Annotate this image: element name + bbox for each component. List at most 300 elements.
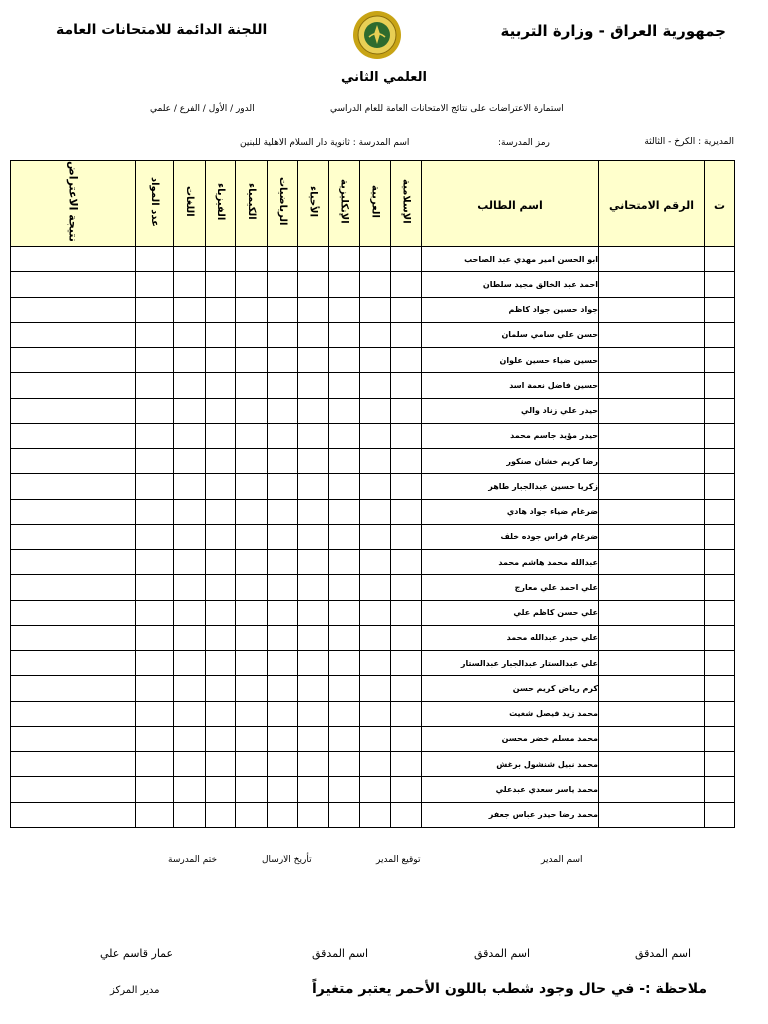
seq-cell [705,726,735,751]
math-cell [268,398,298,423]
col-languages: اللغات [174,161,206,247]
biology-cell [298,423,329,448]
arabic-cell [360,474,391,499]
student-name-cell: محمد زيد فيصل شغيت [422,701,599,726]
languages-cell [174,726,206,751]
student-name-cell: رضا كريم خشان صنكور [422,449,599,474]
exam-number-cell [599,423,705,448]
seq-cell [705,625,735,650]
arabic-cell [360,600,391,625]
exam-number-cell [599,373,705,398]
student-name-cell: ابو الحسن امير مهدي عبد الصاحب [422,247,599,272]
result-cell [11,575,136,600]
islamic-cell [391,625,422,650]
islamic-cell [391,272,422,297]
exam-number-cell [599,600,705,625]
english-cell [329,474,360,499]
seq-cell [705,322,735,347]
student-name-cell: علي احمد علي معارج [422,575,599,600]
arabic-cell [360,524,391,549]
seq-cell [705,752,735,777]
languages-cell [174,398,206,423]
student-name-cell: ضرغام ضياء جواد هادي [422,499,599,524]
math-cell [268,322,298,347]
table-row [11,600,735,625]
languages-cell [174,550,206,575]
chemistry-cell [236,449,268,474]
physics-cell [206,348,236,373]
languages-cell [174,348,206,373]
col-biology: الأحياء [298,161,329,247]
biology-cell [298,625,329,650]
table-row [11,449,735,474]
exam-number-cell [599,348,705,373]
english-cell [329,524,360,549]
arabic-cell [360,398,391,423]
languages-cell [174,752,206,777]
table-row [11,297,735,322]
table-row [11,247,735,272]
physics-cell [206,423,236,448]
student-name-cell: حسن علي سامي سلمان [422,322,599,347]
chemistry-cell [236,550,268,575]
school-name-label: اسم المدرسة : ثانوية دار السلام الاهلية للبنين [240,138,410,148]
col-exam-number: الرقم الامتحاني [599,161,705,247]
seq-cell [705,398,735,423]
result-cell [11,701,136,726]
seq-cell [705,802,735,828]
chemistry-cell [236,625,268,650]
exam-number-cell [599,651,705,676]
math-cell [268,449,298,474]
chemistry-cell [236,676,268,701]
subject-count-cell [136,625,174,650]
result-cell [11,499,136,524]
arabic-cell [360,550,391,575]
objections-table [10,160,735,828]
exam-round: الدور / الأول / الفرع / علمي [150,104,255,114]
islamic-cell [391,676,422,701]
exam-number-cell [599,398,705,423]
center-manager-title: مدير المركز [110,985,160,996]
student-name-cell: علي حسن كاظم علي [422,600,599,625]
seq-cell [705,651,735,676]
exam-number-cell [599,701,705,726]
exam-number-cell [599,499,705,524]
arabic-cell [360,676,391,701]
math-cell [268,726,298,751]
ministry-title: جمهورية العراق - وزارة التربية [500,22,726,40]
exam-number-cell [599,575,705,600]
chemistry-cell [236,499,268,524]
english-cell [329,297,360,322]
math-cell [268,474,298,499]
table-header-row [11,161,735,247]
physics-cell [206,802,236,828]
result-cell [11,550,136,575]
biology-cell [298,272,329,297]
table-row [11,524,735,549]
languages-cell [174,575,206,600]
exam-number-cell [599,676,705,701]
chemistry-cell [236,651,268,676]
result-cell [11,322,136,347]
student-name-cell: احمد عبد الخالق مجيد سلطان [422,272,599,297]
biology-cell [298,651,329,676]
exam-number-cell [599,297,705,322]
arabic-cell [360,373,391,398]
math-cell [268,499,298,524]
english-cell [329,600,360,625]
arabic-cell [360,625,391,650]
languages-cell [174,297,206,322]
subject-count-cell [136,423,174,448]
chemistry-cell [236,524,268,549]
chemistry-cell [236,272,268,297]
math-cell [268,423,298,448]
languages-cell [174,272,206,297]
table-row [11,398,735,423]
biology-cell [298,701,329,726]
arabic-cell [360,752,391,777]
islamic-cell [391,575,422,600]
exam-number-cell [599,524,705,549]
exam-number-cell [599,550,705,575]
subject-count-cell [136,272,174,297]
english-cell [329,398,360,423]
subject-count-cell [136,474,174,499]
result-cell [11,272,136,297]
auditor-2-label: اسم المدقق [474,947,531,960]
center-manager-name: عمار قاسم علي [100,947,174,960]
physics-cell [206,550,236,575]
biology-cell [298,449,329,474]
english-cell [329,777,360,802]
chemistry-cell [236,600,268,625]
seq-cell [705,701,735,726]
col-arabic: العربية [360,161,391,247]
english-cell [329,651,360,676]
table-row [11,726,735,751]
math-cell [268,777,298,802]
languages-cell [174,802,206,828]
exam-number-cell [599,272,705,297]
physics-cell [206,247,236,272]
arabic-cell [360,726,391,751]
physics-cell [206,449,236,474]
english-cell [329,449,360,474]
math-cell [268,600,298,625]
biology-cell [298,676,329,701]
languages-cell [174,423,206,448]
english-cell [329,499,360,524]
table-row [11,625,735,650]
math-cell [268,247,298,272]
student-name-cell: عبدالله محمد هاشم محمد [422,550,599,575]
seq-cell [705,297,735,322]
arabic-cell [360,348,391,373]
languages-cell [174,524,206,549]
table-row [11,752,735,777]
physics-cell [206,322,236,347]
student-name-cell: زكريا حسين عبدالجبار طاهر [422,474,599,499]
islamic-cell [391,474,422,499]
english-cell [329,550,360,575]
col-objection-result: نتيجة الاعتراض [11,161,136,247]
arabic-cell [360,651,391,676]
student-name-cell: كرم رياض كريم حسن [422,676,599,701]
chemistry-cell [236,322,268,347]
arabic-cell [360,423,391,448]
arabic-cell [360,247,391,272]
physics-cell [206,777,236,802]
english-cell [329,373,360,398]
physics-cell [206,297,236,322]
subject-count-cell [136,600,174,625]
biology-cell [298,777,329,802]
islamic-cell [391,524,422,549]
languages-cell [174,676,206,701]
physics-cell [206,752,236,777]
arabic-cell [360,449,391,474]
math-cell [268,575,298,600]
arabic-cell [360,802,391,828]
seq-cell [705,499,735,524]
seq-cell [705,550,735,575]
arabic-cell [360,777,391,802]
col-physics: الفيزياء [206,161,236,247]
physics-cell [206,575,236,600]
form-title: استمارة الاعتراضات على نتائج الامتحانات العامة للعام الدراسي [330,104,564,114]
islamic-cell [391,322,422,347]
table-row [11,575,735,600]
auditor-1-label: اسم المدقق [635,947,692,960]
biology-cell [298,247,329,272]
chemistry-cell [236,752,268,777]
result-cell [11,777,136,802]
islamic-cell [391,398,422,423]
committee-title: اللجنة الدائمة للامتحانات العامة [56,22,268,38]
biology-cell [298,474,329,499]
result-cell [11,297,136,322]
subject-count-cell [136,701,174,726]
subject-count-cell [136,777,174,802]
result-cell [11,802,136,828]
col-math: الرياضيات [268,161,298,247]
subject-count-cell [136,802,174,828]
seq-cell [705,676,735,701]
subject-count-cell [136,752,174,777]
send-date-label: تأريخ الارسال [262,855,312,865]
english-cell [329,423,360,448]
languages-cell [174,373,206,398]
chemistry-cell [236,701,268,726]
result-cell [11,600,136,625]
exam-number-cell [599,777,705,802]
physics-cell [206,524,236,549]
directorate-label: المديرية : الكرخ - الثالثة [644,137,734,147]
col-seq: ت [705,161,735,247]
result-cell [11,524,136,549]
chemistry-cell [236,247,268,272]
math-cell [268,348,298,373]
seq-cell [705,600,735,625]
islamic-cell [391,449,422,474]
biology-cell [298,524,329,549]
biology-cell [298,726,329,751]
exam-number-cell [599,449,705,474]
result-cell [11,726,136,751]
student-name-cell: حيدر علي زناد والي [422,398,599,423]
manager-name-label: اسم المدير [541,855,583,865]
exam-number-cell [599,625,705,650]
chemistry-cell [236,398,268,423]
english-cell [329,247,360,272]
seq-cell [705,423,735,448]
student-name-cell: محمد مسلم خضر محسن [422,726,599,751]
subject-count-cell [136,550,174,575]
exam-number-cell [599,802,705,828]
result-cell [11,625,136,650]
languages-cell [174,499,206,524]
english-cell [329,676,360,701]
english-cell [329,802,360,828]
seq-cell [705,449,735,474]
physics-cell [206,600,236,625]
islamic-cell [391,297,422,322]
result-cell [11,449,136,474]
islamic-cell [391,550,422,575]
subject-count-cell [136,348,174,373]
student-name-cell: علي حيدر عبدالله محمد [422,625,599,650]
ministry-emblem-icon [352,10,402,60]
table-row [11,651,735,676]
student-name-cell: حيدر مؤيد جاسم محمد [422,423,599,448]
student-name-cell: حسين ضياء حسين علوان [422,348,599,373]
table-row [11,474,735,499]
math-cell [268,524,298,549]
islamic-cell [391,373,422,398]
subject-count-cell [136,676,174,701]
subject-count-cell [136,651,174,676]
col-chemistry: الكيمياء [236,161,268,247]
biology-cell [298,802,329,828]
arabic-cell [360,272,391,297]
table-row [11,777,735,802]
subject-count-cell [136,499,174,524]
manager-signature-label: توقيع المدير [376,855,421,865]
table-row [11,348,735,373]
chemistry-cell [236,575,268,600]
arabic-cell [360,575,391,600]
islamic-cell [391,247,422,272]
subject-count-cell [136,575,174,600]
student-name-cell: محمد ياسر سعدي عبدعلي [422,777,599,802]
result-cell [11,373,136,398]
math-cell [268,625,298,650]
english-cell [329,752,360,777]
result-cell [11,423,136,448]
seq-cell [705,272,735,297]
seq-cell [705,373,735,398]
result-cell [11,474,136,499]
languages-cell [174,322,206,347]
english-cell [329,726,360,751]
chemistry-cell [236,423,268,448]
physics-cell [206,272,236,297]
physics-cell [206,398,236,423]
biology-cell [298,499,329,524]
auditor-3-label: اسم المدقق [312,947,369,960]
subject-count-cell [136,398,174,423]
math-cell [268,802,298,828]
seq-cell [705,474,735,499]
col-student-name: اسم الطالب [422,161,599,247]
languages-cell [174,777,206,802]
result-cell [11,676,136,701]
biology-cell [298,348,329,373]
exam-number-cell [599,322,705,347]
table-row [11,676,735,701]
math-cell [268,297,298,322]
arabic-cell [360,701,391,726]
col-islamic: الإسلامية [391,161,422,247]
arabic-cell [360,297,391,322]
subject-count-cell [136,449,174,474]
physics-cell [206,373,236,398]
col-subject-count: عدد المواد [136,161,174,247]
table-row [11,272,735,297]
languages-cell [174,651,206,676]
student-name-cell: جواد حسين جواد كاظم [422,297,599,322]
table-row [11,550,735,575]
branch-title: العلمي الثاني [341,70,427,85]
islamic-cell [391,423,422,448]
english-cell [329,348,360,373]
biology-cell [298,373,329,398]
seq-cell [705,348,735,373]
physics-cell [206,474,236,499]
physics-cell [206,701,236,726]
physics-cell [206,676,236,701]
student-name-cell: محمد رضا حيدر عباس جعفر [422,802,599,828]
exam-number-cell [599,247,705,272]
physics-cell [206,651,236,676]
result-cell [11,348,136,373]
physics-cell [206,726,236,751]
languages-cell [174,625,206,650]
islamic-cell [391,726,422,751]
english-cell [329,575,360,600]
result-cell [11,398,136,423]
languages-cell [174,701,206,726]
languages-cell [174,449,206,474]
islamic-cell [391,802,422,828]
languages-cell [174,474,206,499]
islamic-cell [391,777,422,802]
biology-cell [298,297,329,322]
chemistry-cell [236,802,268,828]
student-name-cell: محمد نبيل شنشول برغش [422,752,599,777]
languages-cell [174,247,206,272]
math-cell [268,701,298,726]
note-text: ملاحظة :- في حال وجود شطب باللون الأحمر يعتبر متغيراً [312,981,708,997]
math-cell [268,373,298,398]
result-cell [11,752,136,777]
exam-number-cell [599,752,705,777]
result-cell [11,651,136,676]
biology-cell [298,398,329,423]
